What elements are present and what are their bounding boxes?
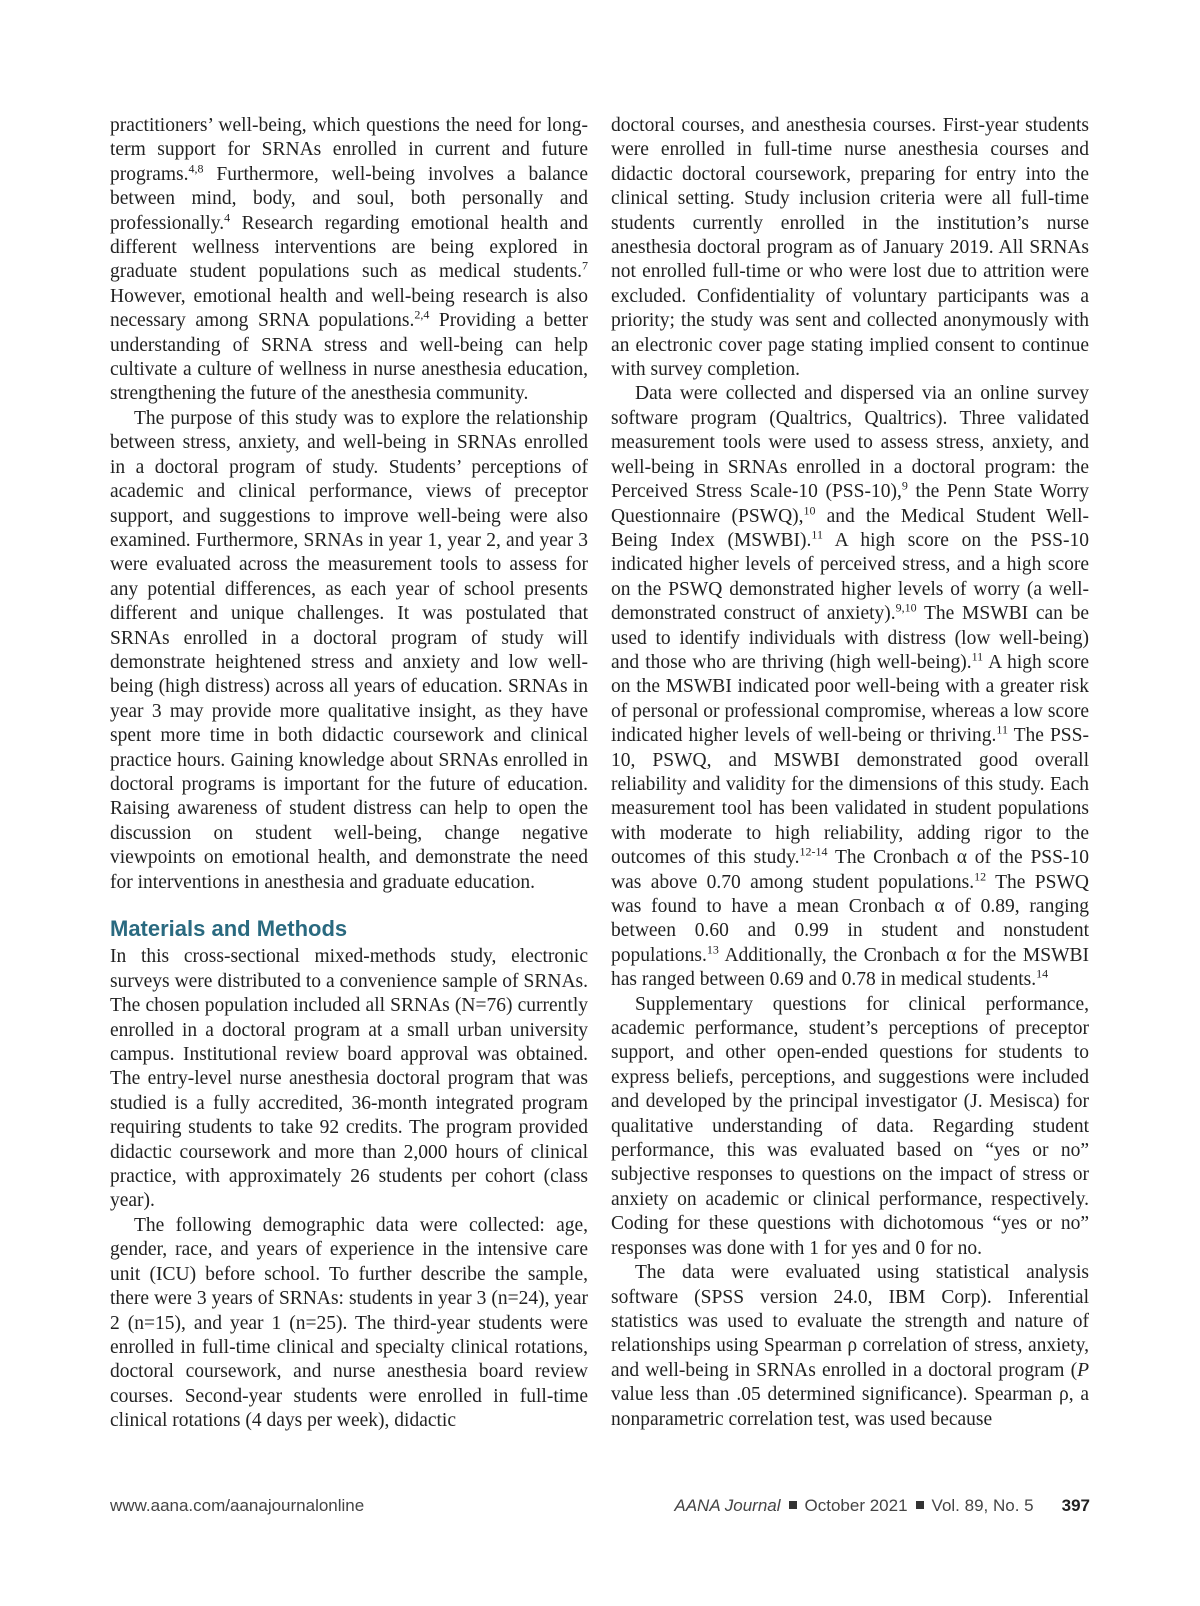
page-number: 397 (1061, 1496, 1090, 1515)
citation-superscript: 4,8 (188, 161, 204, 176)
citation-superscript: 11 (971, 649, 984, 664)
citation-superscript: 7 (582, 258, 588, 273)
body-paragraph: doctoral courses, and anesthesia courses. First-year students were enrolled in full-time nurse anesthesia courses and didactic doctoral coursework, preparing for entry into the clinical setting. Study inclusion criteria were all full-time students currently enrolled in the institution’s nurse anesthesia doctoral program as of January 2019. All SRNAs not enrolled full-time or who were lost due to attrition were excluded. Confidentiality of voluntary participants was a priority; the study was sent and collected anonymously with an electronic cover page stating implied consent to continue with survey completion. (611, 115, 1089, 381)
page-footer (110, 1496, 1090, 1520)
left-column (110, 114, 588, 1434)
body-paragraph: The following demographic data were collected: age, gender, race, and years of experience in the intensive care unit (ICU) before school. To further describe the sample, there were 3 years of SRNAs: students in year 3 (n=24), year 2 (n=15), and year 1 (n=25). The third-year students were enrolled in full-time clinical and specialty clinical rotations, doctoral coursework, and nurse anesthesia board review courses. Second-year students were enrolled in full-time clinical rotations (4 days per week), didactic (110, 1214, 588, 1432)
citation-superscript: 14 (1036, 966, 1049, 981)
citation-superscript: 13 (706, 942, 719, 957)
citation-superscript: 10 (803, 503, 816, 517)
section-heading: Materials and Methods (110, 916, 348, 941)
citation-superscript: 11 (996, 722, 1008, 737)
citation-superscript: 12-14 (799, 844, 828, 859)
citation-superscript: 9,10 (895, 600, 917, 615)
journal-url: www.aana.com/aanajournalonline (110, 1496, 365, 1515)
citation-superscript: 2,4 (414, 307, 430, 322)
body-paragraph: In this cross-sectional mixed-methods study, electronic surveys were distributed to a convenience sample of SRNAs. The chosen population included all SRNAs (N=76) currently enrolled in a doctoral program at a small urban university campus. Institutional review board approval was obtained. The entry-level nurse anesthesia doctoral program that was studied is a fully accredited, 36-month integrated program requiring students to take 92 credits. The program provided didactic coursework and more than 2,000 hours of clinical practice, with approximately 26 students per cohort (class year). (110, 946, 588, 1212)
citation-superscript: 12 (974, 869, 987, 884)
volume-number: Vol. 89, No. 5 (931, 1496, 1034, 1515)
citation-superscript: 11 (811, 527, 823, 542)
body-paragraph: Supplementary questions for clinical performance, academic performance, student’s perceptions of preceptor support, and other open-ended questions for students to express beliefs, perceptions, and suggestions were included and developed by the principal investigator (J. Mesisca) for qualitative understanding of data. Regarding student performance, this was evaluated based on “yes or no” subjective responses to questions on the impact of stress or anxiety on academic or clinical performance, respectively. Coding for these questions with dichotomous “yes or no” responses was done with 1 for yes and 0 for no. (611, 993, 1089, 1259)
body-paragraph: Data were collected and dispersed via an online survey software program (Qualtrics, Qualtrics). Three validated measurement tools were used to assess stress, anxiety, and well-being in SRNAs enrolled in a doctoral program: the Perceived Stress Scale-10 (PSS-10),$^9$ the Penn State Worry Questionnaire (PSWQ),$^{10}$ and the Medical Student Well-Being Index (MSWBI).$^{11}$ A high score on the PSS-10 indicated higher levels of perceived stress, and a high score on the PSWQ demonstrated higher levels of worry (a well-demonstrated construct of anxiety).$^{9,10}$ The MSWBI can be used to identify individuals with distress (low well-being) and those who are thriving (high well-being).$^{11}$ A high score on the MSWBI indicated poor well-being with a greater risk of personal or professional compromise, whereas a low score indicated higher levels of well-being or thriving.$^{11}$ The PSS-10, PSWQ, and MSWBI demonstrated good overall reliability and validity for the dimensions of this study. Each measurement tool has been validated in student populations with moderate to high reliability, adding rigor to the outcomes of this study.$^{12-14}$ The Cronbach α of the PSS-10 was above 0.70 among student populations.$^{12}$ The PSWQ was found to have a mean Cronbach α of 0.89, ranging between 0.60 and 0.99 in student and nonstudent populations.$^{13}$ Additionally, the Cronbach α for the MSWBI has ranged between 0.69 and 0.78 in medical students.$^{14}$ (611, 383, 1090, 991)
journal-citation (674, 1496, 1090, 1516)
citation-superscript: 4 (224, 210, 231, 225)
body-paragraph: The purpose of this study was to explore the relationship between stress, anxiety, and well-being in SRNAs enrolled in a doctoral program of study. Students’ perceptions of academic and clinical performance, views of preceptor support, and suggestions to improve well-being were also examined. Furthermore, SRNAs in year 1, year 2, and year 3 were evaluated across the measurement tools to assess for any potential differences, as each year of school presents different and unique challenges. It was postulated that SRNAs enrolled in a doctoral program of study will demonstrate heightened stress and anxiety and low well-being (high distress) across all years of education. SRNAs in year 3 may provide more qualitative insight, as they have spent more time in both didactic coursework and clinical practice hours. Gaining knowledge about SRNAs enrolled in doctoral programs is important for the future of education. Raising awareness of student distress can help to open the discussion on student well-being, change negative viewpoints on emotional health, and demonstrate the need for interventions in anesthesia and graduate education. (110, 407, 588, 893)
body-paragraph: The data were evaluated using statistical analysis software (SPSS version 24.0, IBM Corp). Inferential statistics was used to evaluate the strength and nature of relationships using Spearman ρ correlation of stress, anxiety, and well-being in SRNAs enrolled in a doctoral program (P value less than .05 determined significance). Spearman ρ, a nonparametric correlation test, was used because (611, 1262, 1089, 1430)
right-column (611, 114, 1089, 1432)
separator-square-icon (789, 1501, 797, 1509)
journal-name: AANA Journal (674, 1496, 781, 1515)
body-paragraph: practitioners’ well-being, which questions the need for long-term support for SRNAs enrolled in current and future programs.$^{4,8}$ Furthermore, well-being involves a balance between mind, body, and soul, both personally and professionally.$^4$ Research regarding emotional health and different wellness interventions are being explored in graduate student populations such as medical students.$^7$ However, emotional health and well-being research is also necessary among SRNA populations.$^{2,4}$ Providing a better understanding of SRNA stress and well-being can help cultivate a culture of wellness in nurse anesthesia education, strengthening the future of the anesthesia community. (110, 115, 588, 405)
citation-superscript: 9 (901, 478, 908, 493)
separator-square-icon (916, 1501, 924, 1509)
issue-date: October 2021 (804, 1496, 908, 1515)
italic-text: P (1077, 1359, 1089, 1381)
